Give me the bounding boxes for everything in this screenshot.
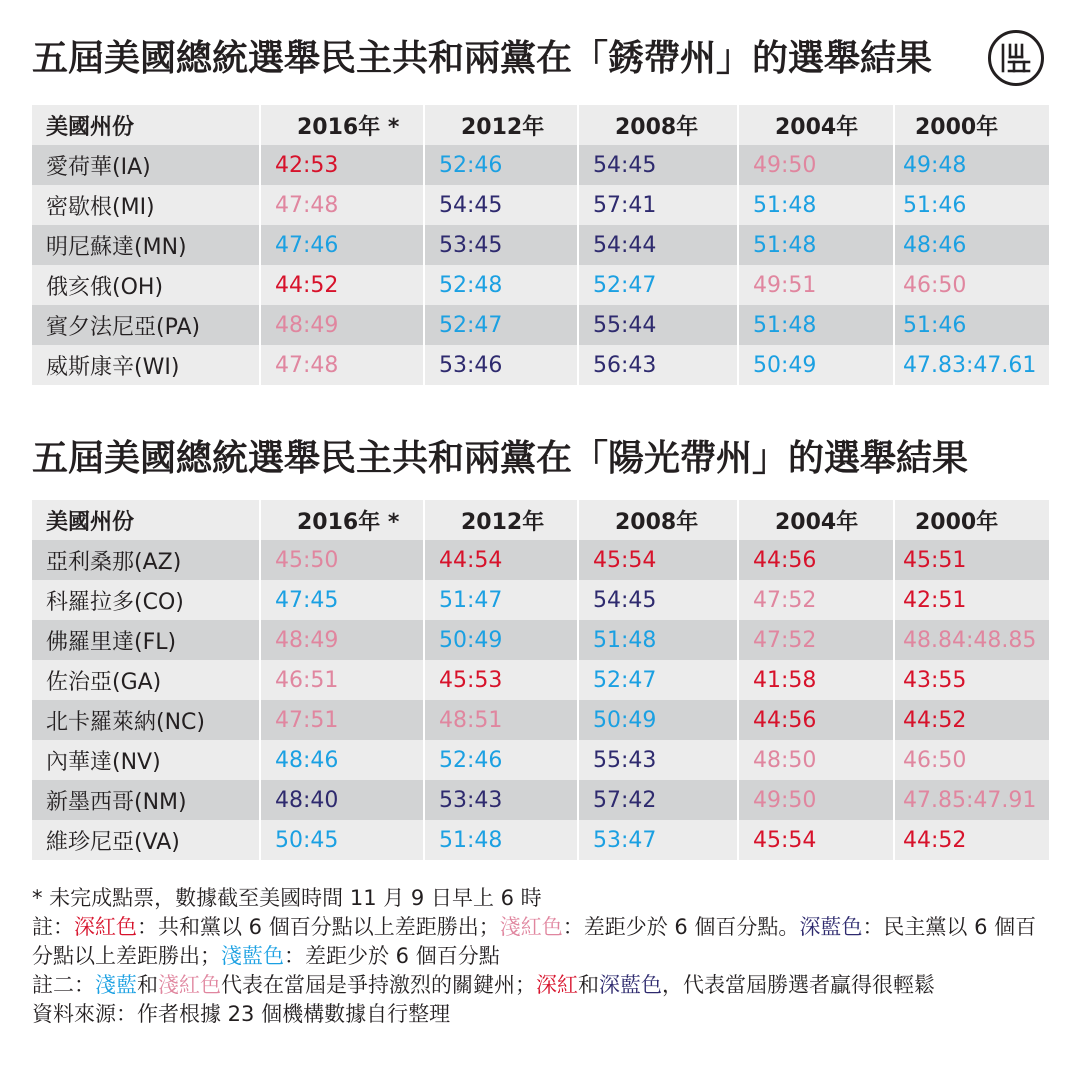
result-cell: 56:43 (578, 345, 738, 385)
rust-belt-table (32, 105, 1049, 385)
result-cell: 50:45 (260, 820, 424, 860)
result-cell: 44:52 (260, 265, 424, 305)
legend-color-term: 淺藍色 (221, 944, 284, 968)
header-2008: 2008年 (578, 105, 738, 145)
rust-belt-rows (32, 145, 1049, 385)
footnote-text: * 未完成點票，數據截至美國時間 11 月 9 日早上 6 時 (32, 886, 542, 910)
state-name: 俄亥俄(OH) (32, 265, 260, 305)
state-name: 科羅拉多(CO) (32, 580, 260, 620)
result-cell: 50:49 (424, 620, 578, 660)
footnote-text: 和 (578, 973, 599, 997)
result-cell: 45:53 (424, 660, 578, 700)
state-name: 明尼蘇達(MN) (32, 225, 260, 265)
result-cell: 53:47 (578, 820, 738, 860)
footnotes (32, 884, 1052, 1029)
sun-belt-table (32, 500, 1049, 860)
legend-color-term: 淺藍 (95, 973, 137, 997)
result-cell: 45:51 (894, 540, 1049, 580)
table-row (32, 540, 1049, 580)
state-name: 愛荷華(IA) (32, 145, 260, 185)
result-cell: 48:46 (894, 225, 1049, 265)
result-cell: 48:51 (424, 700, 578, 740)
result-cell: 55:44 (578, 305, 738, 345)
result-cell: 45:54 (738, 820, 894, 860)
state-name: 北卡羅萊納(NC) (32, 700, 260, 740)
result-cell: 52:46 (424, 740, 578, 780)
result-cell: 44:52 (894, 820, 1049, 860)
result-cell: 51:48 (738, 305, 894, 345)
result-cell: 52:47 (424, 305, 578, 345)
result-cell: 54:45 (424, 185, 578, 225)
header-state: 美國州份 (32, 105, 260, 145)
header-2016: 2016年 * (260, 500, 424, 540)
footnote-line (32, 913, 1052, 971)
state-name: 賓夕法尼亞(PA) (32, 305, 260, 345)
header-state: 美國州份 (32, 500, 260, 540)
result-cell: 47.85:47.91 (894, 780, 1049, 820)
table-header-row (32, 500, 1049, 540)
table-row (32, 145, 1049, 185)
result-cell: 54:45 (578, 580, 738, 620)
table-row (32, 820, 1049, 860)
result-cell: 41:58 (738, 660, 894, 700)
table-row (32, 580, 1049, 620)
state-name: 維珍尼亞(VA) (32, 820, 260, 860)
state-name: 威斯康辛(WI) (32, 345, 260, 385)
result-cell: 42:53 (260, 145, 424, 185)
header-2012: 2012年 (424, 105, 578, 145)
result-cell: 48:49 (260, 620, 424, 660)
result-cell: 48:50 (738, 740, 894, 780)
initium-logo-icon (988, 30, 1044, 86)
footnote-text: 註： (32, 915, 74, 939)
result-cell: 46:51 (260, 660, 424, 700)
result-cell: 51:46 (894, 185, 1049, 225)
legend-color-term: 深紅色 (74, 915, 137, 939)
result-cell: 49:48 (894, 145, 1049, 185)
table-row (32, 740, 1049, 780)
state-name: 佛羅里達(FL) (32, 620, 260, 660)
result-cell: 47:51 (260, 700, 424, 740)
result-cell: 47:52 (738, 580, 894, 620)
result-cell: 49:50 (738, 145, 894, 185)
result-cell: 52:46 (424, 145, 578, 185)
result-cell: 51:48 (424, 820, 578, 860)
legend-color-term: 深藍色 (599, 973, 662, 997)
result-cell: 51:48 (738, 225, 894, 265)
result-cell: 44:56 (738, 700, 894, 740)
result-cell: 55:43 (578, 740, 738, 780)
result-cell: 51:47 (424, 580, 578, 620)
result-cell: 50:49 (738, 345, 894, 385)
logo-glyph (998, 43, 1034, 73)
result-cell: 54:45 (578, 145, 738, 185)
result-cell: 47:48 (260, 185, 424, 225)
result-cell: 53:43 (424, 780, 578, 820)
footnote-line (32, 1000, 1052, 1029)
result-cell: 52:47 (578, 265, 738, 305)
result-cell: 48.84:48.85 (894, 620, 1049, 660)
table-row (32, 780, 1049, 820)
result-cell: 45:50 (260, 540, 424, 580)
footnote-text: 資料來源：作者根據 23 個機構數據自行整理 (32, 1002, 451, 1026)
header-2012: 2012年 (424, 500, 578, 540)
result-cell: 44:52 (894, 700, 1049, 740)
header-2004: 2004年 (738, 105, 894, 145)
footnote-text: ：民主黨以 6 個百分點以上差距勝出； (32, 915, 1037, 968)
result-cell: 48:40 (260, 780, 424, 820)
result-cell: 48:49 (260, 305, 424, 345)
footnote-line (32, 971, 1052, 1000)
sun-belt-rows (32, 540, 1049, 860)
table-row (32, 660, 1049, 700)
result-cell: 48:46 (260, 740, 424, 780)
footnote-text: ：共和黨以 6 個百分點以上差距勝出； (137, 915, 500, 939)
table-row (32, 700, 1049, 740)
legend-color-term: 淺紅色 (158, 973, 221, 997)
result-cell: 49:51 (738, 265, 894, 305)
result-cell: 51:48 (738, 185, 894, 225)
header-2004: 2004年 (738, 500, 894, 540)
header-2000: 2000年 (894, 500, 1049, 540)
footnote-text: ：差距少於 6 個百分點。 (562, 915, 800, 939)
state-name: 內華達(NV) (32, 740, 260, 780)
legend-color-term: 淺紅色 (499, 915, 563, 939)
state-name: 密歇根(MI) (32, 185, 260, 225)
result-cell: 54:44 (578, 225, 738, 265)
table-header-row (32, 105, 1049, 145)
result-cell: 43:55 (894, 660, 1049, 700)
result-cell: 49:50 (738, 780, 894, 820)
header-2008: 2008年 (578, 500, 738, 540)
state-name: 新墨西哥(NM) (32, 780, 260, 820)
result-cell: 47:48 (260, 345, 424, 385)
footnote-text: 代表在當屆是爭持激烈的關鍵州； (221, 973, 536, 997)
result-cell: 47:45 (260, 580, 424, 620)
sun-belt-title: 五屆美國總統選舉民主共和兩黨在「陽光帶州」的選舉結果 (32, 437, 969, 479)
footnote-text: 註二： (32, 973, 95, 997)
legend-color-term: 深紅 (536, 973, 578, 997)
footnote-text: ，代表當屆勝選者贏得很輕鬆 (662, 973, 935, 997)
table-row (32, 345, 1049, 385)
footnote-text: ：差距少於 6 個百分點 (284, 944, 500, 968)
table-row (32, 620, 1049, 660)
result-cell: 46:50 (894, 740, 1049, 780)
table-row (32, 225, 1049, 265)
result-cell: 47:46 (260, 225, 424, 265)
result-cell: 42:51 (894, 580, 1049, 620)
legend-color-term: 深藍色 (799, 915, 863, 939)
result-cell: 51:48 (578, 620, 738, 660)
result-cell: 50:49 (578, 700, 738, 740)
state-name: 佐治亞(GA) (32, 660, 260, 700)
footnote-text: 和 (137, 973, 158, 997)
result-cell: 44:56 (738, 540, 894, 580)
state-name: 亞利桑那(AZ) (32, 540, 260, 580)
result-cell: 57:41 (578, 185, 738, 225)
header-2016: 2016年 * (260, 105, 424, 145)
footnote-line (32, 884, 1052, 913)
result-cell: 47.83:47.61 (894, 345, 1049, 385)
table-row (32, 305, 1049, 345)
result-cell: 52:48 (424, 265, 578, 305)
result-cell: 52:47 (578, 660, 738, 700)
header-2000: 2000年 (894, 105, 1049, 145)
table-row (32, 265, 1049, 305)
result-cell: 45:54 (578, 540, 738, 580)
result-cell: 46:50 (894, 265, 1049, 305)
result-cell: 53:46 (424, 345, 578, 385)
result-cell: 47:52 (738, 620, 894, 660)
result-cell: 51:46 (894, 305, 1049, 345)
rust-belt-title: 五屆美國總統選舉民主共和兩黨在「銹帶州」的選舉結果 (32, 37, 933, 79)
table-row (32, 185, 1049, 225)
result-cell: 53:45 (424, 225, 578, 265)
result-cell: 57:42 (578, 780, 738, 820)
result-cell: 44:54 (424, 540, 578, 580)
